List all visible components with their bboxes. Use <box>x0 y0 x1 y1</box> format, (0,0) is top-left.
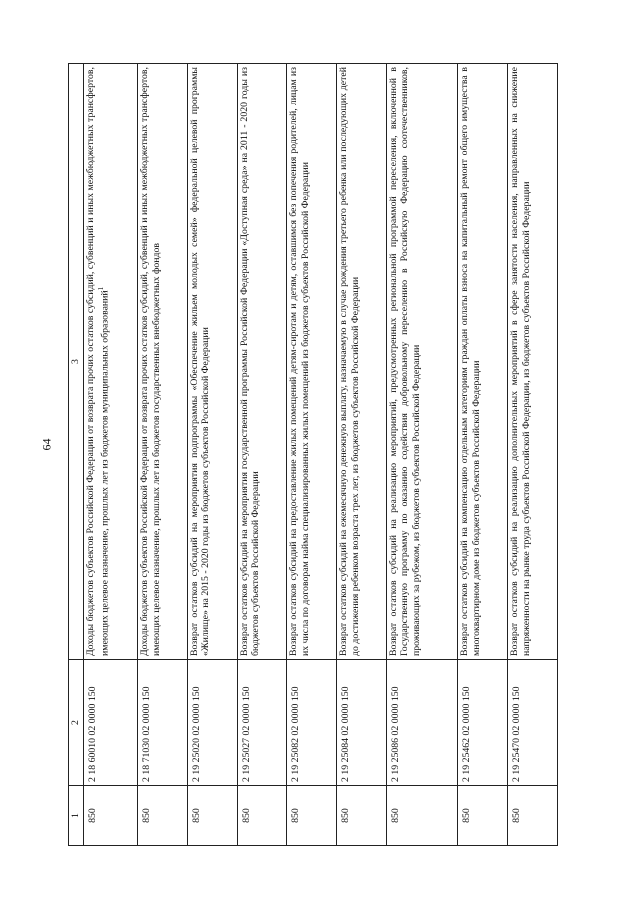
table-rotator <box>68 64 558 846</box>
revenue-code-cell: 2 18 60010 02 0000 150 <box>84 660 138 786</box>
admin-code-cell: 850 <box>138 786 188 846</box>
revenue-code-cell: 2 19 25086 02 0000 150 <box>386 660 458 786</box>
revenue-code-cell: 2 19 25027 02 0000 150 <box>237 660 287 786</box>
revenue-code-cell: 2 19 25020 02 0000 150 <box>187 660 237 786</box>
description-text: Возврат остатков субсидий на реализацию мероприятий, предусмотренных региональной программой переселения, включенной в Государственную программу по оказанию содействия добровольному переселению в Российскую Федерацию соотечественников, проживающих за рубежом, из бюджетов субъектов Российской Федерации <box>387 67 422 656</box>
admin-code-cell: 850 <box>237 786 287 846</box>
revenue-codes-table <box>68 63 558 846</box>
description-cell <box>508 64 558 660</box>
table-row <box>84 64 138 846</box>
description-text: Возврат остатков субсидий на мероприятия подпрограммы «Обеспечение жильем молодых семей» федеральной целевой программы «Жилище» на 2015 - 2020 годы из бюджетов субъектов Российской Федерации <box>188 67 212 656</box>
table-row <box>287 64 337 846</box>
table-row <box>336 64 386 846</box>
description-cell <box>287 64 337 660</box>
description-text: Доходы бюджетов субъектов Российской Федерации от возврата прочих остатков субсидий, субвенций и иных межбюджетных трансфертов, имеющих целевое назначение, прошлых лет из бюджетов муниципальных образований <box>85 67 110 656</box>
admin-code-cell: 850 <box>458 786 508 846</box>
description-text: Доходы бюджетов субъектов Российской Федерации от возврата прочих остатков субсидий, субвенций и иных межбюджетных трансфертов, имеющих целевое назначение, прошлых лет из бюджетов государственных внебюджетных фондов <box>139 67 162 656</box>
table-row <box>138 64 188 846</box>
admin-code-cell: 850 <box>84 786 138 846</box>
header-col-2: 2 <box>69 660 84 786</box>
header-col-1: 1 <box>69 786 84 846</box>
admin-code-cell: 850 <box>287 786 337 846</box>
table-row <box>458 64 508 846</box>
description-text: Возврат остатков субсидий на ежемесячную денежную выплату, назначаемую в случае рождения третьего ребенка или последующих детей до достижения ребенком возраста трех лет, из бюджетов субъектов Российской Федерации <box>337 67 361 656</box>
revenue-code-cell: 2 19 25084 02 0000 150 <box>336 660 386 786</box>
description-text: Возврат остатков субсидий на компенсацию отдельным категориям граждан оплаты взноса на капитальный ремонт общего имущества в многоквартирном доме из бюджетов субъектов Российской Федерации <box>459 67 483 656</box>
description-cell <box>336 64 386 660</box>
admin-code-cell: 850 <box>336 786 386 846</box>
description-cell <box>138 64 188 660</box>
admin-code-cell: 850 <box>187 786 237 846</box>
description-cell <box>458 64 508 660</box>
table-row <box>187 64 237 846</box>
revenue-code-cell: 2 19 25470 02 0000 150 <box>508 660 558 786</box>
description-cell <box>237 64 287 660</box>
header-col-3: 3 <box>69 64 84 660</box>
description-text: Возврат остатков субсидий на предоставление жилых помещений детям-сиротам и детям, оставшимся без попечения родителей, лицам из их числа по договорам найма специализированных жилых помещений из бюджетов субъектов Российской Федерации <box>288 67 311 656</box>
description-text: Возврат остатков субсидий на реализацию дополнительных мероприятий в сфере занятости населения, направленных на снижение напряженности на рынке труда субъектов Российской Федерации, из бюджетов субъектов Российской Федерации <box>509 67 532 656</box>
table-row <box>508 64 558 846</box>
description-cell <box>386 64 458 660</box>
page-number: 64 <box>39 438 54 451</box>
description-cell <box>84 64 138 660</box>
revenue-code-cell: 2 19 25462 02 0000 150 <box>458 660 508 786</box>
table-row <box>237 64 287 846</box>
table-body <box>84 64 558 846</box>
table-header-row <box>69 64 84 846</box>
table-row <box>386 64 458 846</box>
revenue-code-cell: 2 19 25082 02 0000 150 <box>287 660 337 786</box>
revenue-code-cell: 2 18 71030 02 0000 150 <box>138 660 188 786</box>
admin-code-cell: 850 <box>386 786 458 846</box>
footnote-marker: 1 <box>96 286 105 291</box>
admin-code-cell: 850 <box>508 786 558 846</box>
landscape-page <box>68 64 558 846</box>
description-cell <box>187 64 237 660</box>
description-text: Возврат остатков субсидий на мероприятия государственной программы Российской Федерации «Доступная среда» на 2011 - 2020 годы из бюджетов субъектов Российской Федерации <box>238 67 262 656</box>
